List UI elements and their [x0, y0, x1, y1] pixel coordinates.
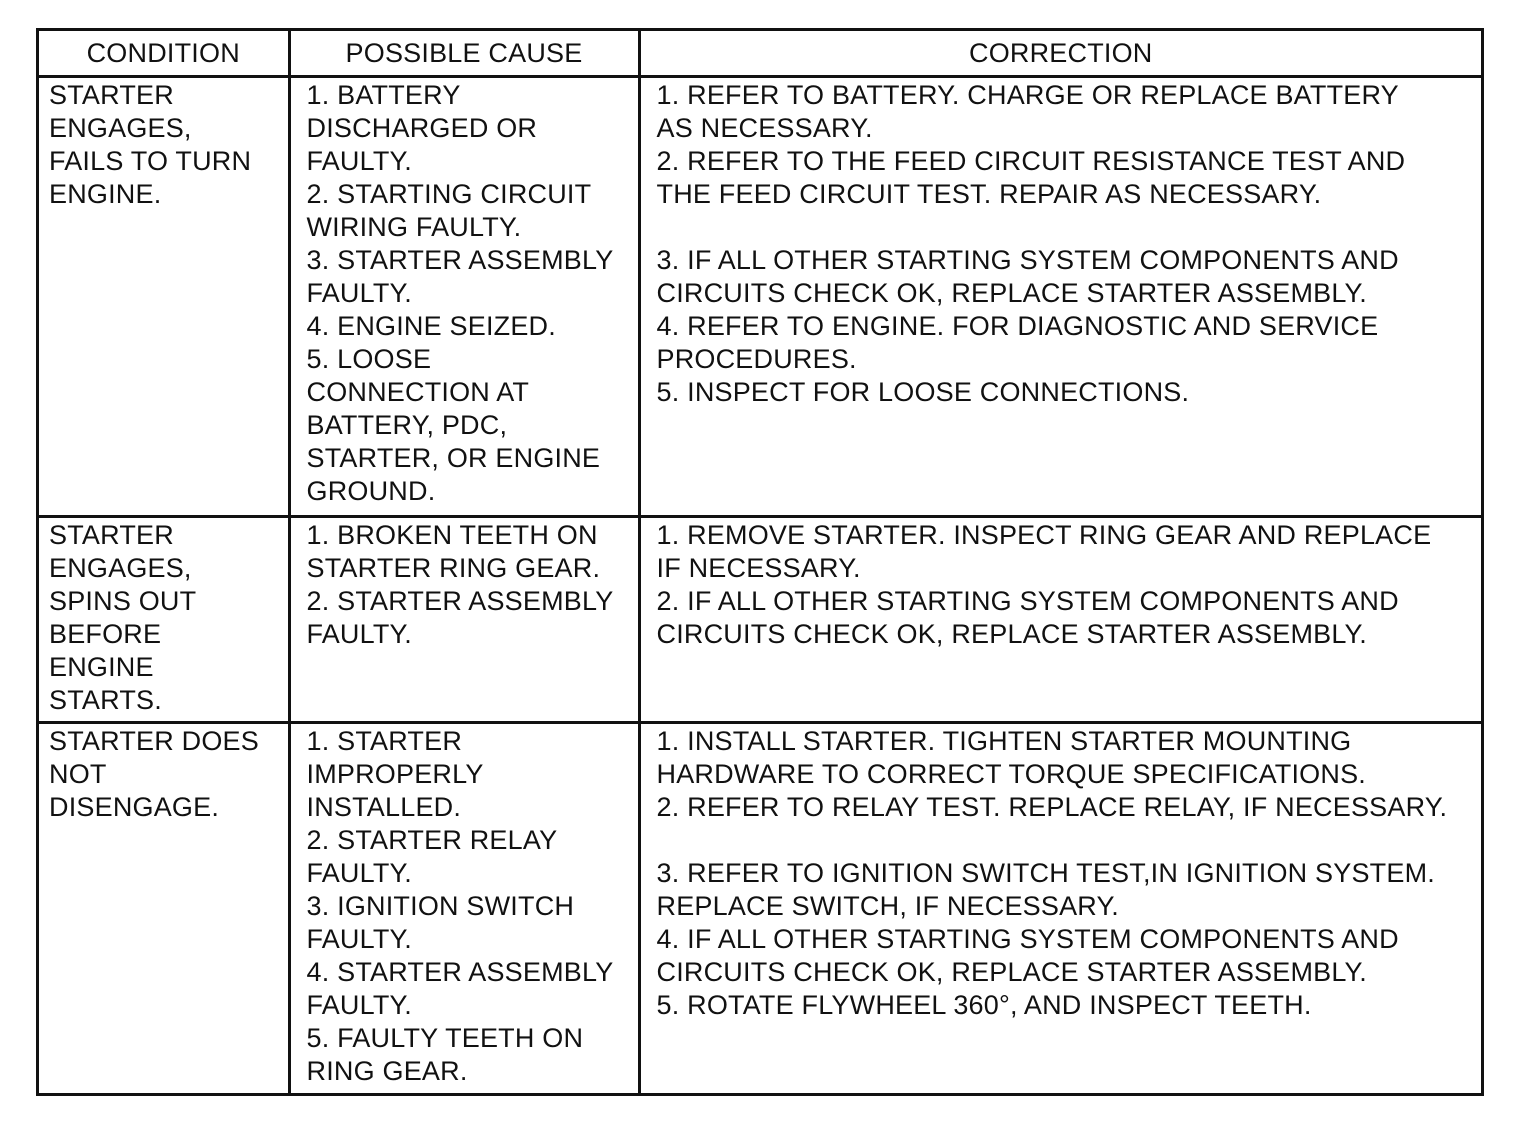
- header-correction: CORRECTION: [639, 31, 1481, 77]
- cell-text-line: BEFORE: [49, 619, 162, 649]
- correction-cell: [639, 723, 1481, 1094]
- cell-text-line: 3. IGNITION SWITCH: [306, 891, 575, 921]
- header-possible-cause: POSSIBLE CAUSE: [289, 31, 639, 77]
- cell-text-line: 1. STARTER: [306, 726, 463, 756]
- cell-text-line: 2. STARTING CIRCUIT: [306, 179, 592, 209]
- cell-text-line: CIRCUITS CHECK OK, REPLACE STARTER ASSEMBLY.: [656, 619, 1367, 649]
- cell-text-line: BATTERY, PDC,: [306, 410, 508, 440]
- possible-cause-cell: [289, 517, 639, 723]
- cell-text-line: 5. LOOSE: [306, 344, 432, 374]
- table-row: [39, 517, 1481, 723]
- cell-text-line: THE FEED CIRCUIT TEST. REPAIR AS NECESSARY.: [656, 179, 1322, 209]
- possible-cause-cell: [289, 77, 639, 517]
- cell-text-line: FAULTY.: [306, 619, 412, 649]
- table-row: [39, 723, 1481, 1094]
- cell-text-line: [657, 824, 1472, 857]
- table-header-row: [39, 31, 1481, 77]
- cell-text-line: CIRCUITS CHECK OK, REPLACE STARTER ASSEMBLY.: [656, 278, 1367, 308]
- cell-text-line: GROUND.: [306, 476, 436, 506]
- cell-text-line: ENGINE.: [49, 179, 162, 209]
- cell-text-line: ENGAGES,: [49, 113, 192, 143]
- cell-text-line: STARTER DOES: [49, 726, 259, 756]
- cell-text-line: 4. STARTER ASSEMBLY: [306, 957, 614, 987]
- cell-text-line: 2. REFER TO RELAY TEST. REPLACE RELAY, IF NECESSARY.: [656, 792, 1448, 822]
- possible-cause-cell: [289, 723, 639, 1094]
- cell-text-line: 2. IF ALL OTHER STARTING SYSTEM COMPONENTS AND: [656, 586, 1399, 616]
- cell-text-line: ENGINE: [49, 652, 154, 682]
- cell-text-line: 4. REFER TO ENGINE. FOR DIAGNOSTIC AND SERVICE: [656, 311, 1379, 341]
- cell-text-line: 1. INSTALL STARTER. TIGHTEN STARTER MOUNTING: [656, 726, 1352, 756]
- cell-text-line: FAULTY.: [306, 924, 412, 954]
- condition-cell: [39, 723, 289, 1094]
- cell-text-line: [657, 211, 1472, 244]
- cell-text-line: RING GEAR.: [306, 1056, 468, 1086]
- cell-text-line: 5. FAULTY TEETH ON: [306, 1023, 584, 1053]
- table-row: [39, 77, 1481, 517]
- cell-text-line: 3. IF ALL OTHER STARTING SYSTEM COMPONENTS AND: [656, 245, 1399, 275]
- cell-text-line: ENGAGES,: [49, 553, 192, 583]
- cell-text-line: INSTALLED.: [306, 792, 462, 822]
- cell-text-line: IMPROPERLY: [306, 759, 484, 789]
- cell-text-line: HARDWARE TO CORRECT TORQUE SPECIFICATIONS.: [656, 759, 1366, 789]
- cell-text-line: IF NECESSARY.: [656, 553, 861, 583]
- cell-text-line: FAULTY.: [306, 146, 412, 176]
- cell-text-line: 2. REFER TO THE FEED CIRCUIT RESISTANCE TEST AND: [656, 146, 1406, 176]
- condition-cell: [39, 517, 289, 723]
- cell-text-line: 2. STARTER RELAY: [306, 825, 558, 855]
- cell-text-line: WIRING FAULTY.: [306, 212, 522, 242]
- cell-text-line: 5. INSPECT FOR LOOSE CONNECTIONS.: [656, 377, 1190, 407]
- cell-text-line: REPLACE SWITCH, IF NECESSARY.: [656, 891, 1119, 921]
- cell-text-line: 5. ROTATE FLYWHEEL 360°, AND INSPECT TEETH.: [656, 990, 1312, 1020]
- cell-text-line: AS NECESSARY.: [656, 113, 873, 143]
- cell-text-line: PROCEDURES.: [656, 344, 857, 374]
- condition-cell: [39, 77, 289, 517]
- cell-text-line: STARTER: [49, 520, 174, 550]
- cell-text-line: STARTS.: [49, 685, 162, 715]
- cell-text-line: 1. REMOVE STARTER. INSPECT RING GEAR AND REPLACE: [656, 520, 1432, 550]
- correction-cell: [639, 77, 1481, 517]
- cell-text-line: CIRCUITS CHECK OK, REPLACE STARTER ASSEMBLY.: [656, 957, 1367, 987]
- cell-text-line: DISCHARGED OR: [306, 113, 538, 143]
- starter-diagnosis-table: [39, 31, 1481, 1093]
- cell-text-line: SPINS OUT: [49, 586, 197, 616]
- cell-text-line: 1. REFER TO BATTERY. CHARGE OR REPLACE BATTERY: [656, 80, 1399, 110]
- cell-text-line: CONNECTION AT: [306, 377, 530, 407]
- cell-text-line: 4. ENGINE SEIZED.: [306, 311, 556, 341]
- cell-text-line: 3. STARTER ASSEMBLY: [306, 245, 614, 275]
- cell-text-line: 1. BROKEN TEETH ON: [306, 520, 598, 550]
- cell-text-line: 2. STARTER ASSEMBLY: [306, 586, 614, 616]
- correction-cell: [639, 517, 1481, 723]
- header-condition: CONDITION: [39, 31, 289, 77]
- cell-text-line: DISENGAGE.: [49, 792, 220, 822]
- cell-text-line: FAULTY.: [306, 278, 412, 308]
- diagnosis-table-frame: [36, 28, 1484, 1096]
- cell-text-line: STARTER RING GEAR.: [306, 553, 601, 583]
- cell-text-line: 4. IF ALL OTHER STARTING SYSTEM COMPONENTS AND: [656, 924, 1399, 954]
- cell-text-line: FAULTY.: [306, 990, 412, 1020]
- cell-text-line: STARTER: [49, 80, 174, 110]
- cell-text-line: FAILS TO TURN: [49, 146, 252, 176]
- cell-text-line: NOT: [49, 759, 107, 789]
- cell-text-line: 1. BATTERY: [306, 80, 461, 110]
- cell-text-line: FAULTY.: [306, 858, 412, 888]
- cell-text-line: 3. REFER TO IGNITION SWITCH TEST,IN IGNITION SYSTEM.: [656, 858, 1435, 888]
- cell-text-line: STARTER, OR ENGINE: [306, 443, 601, 473]
